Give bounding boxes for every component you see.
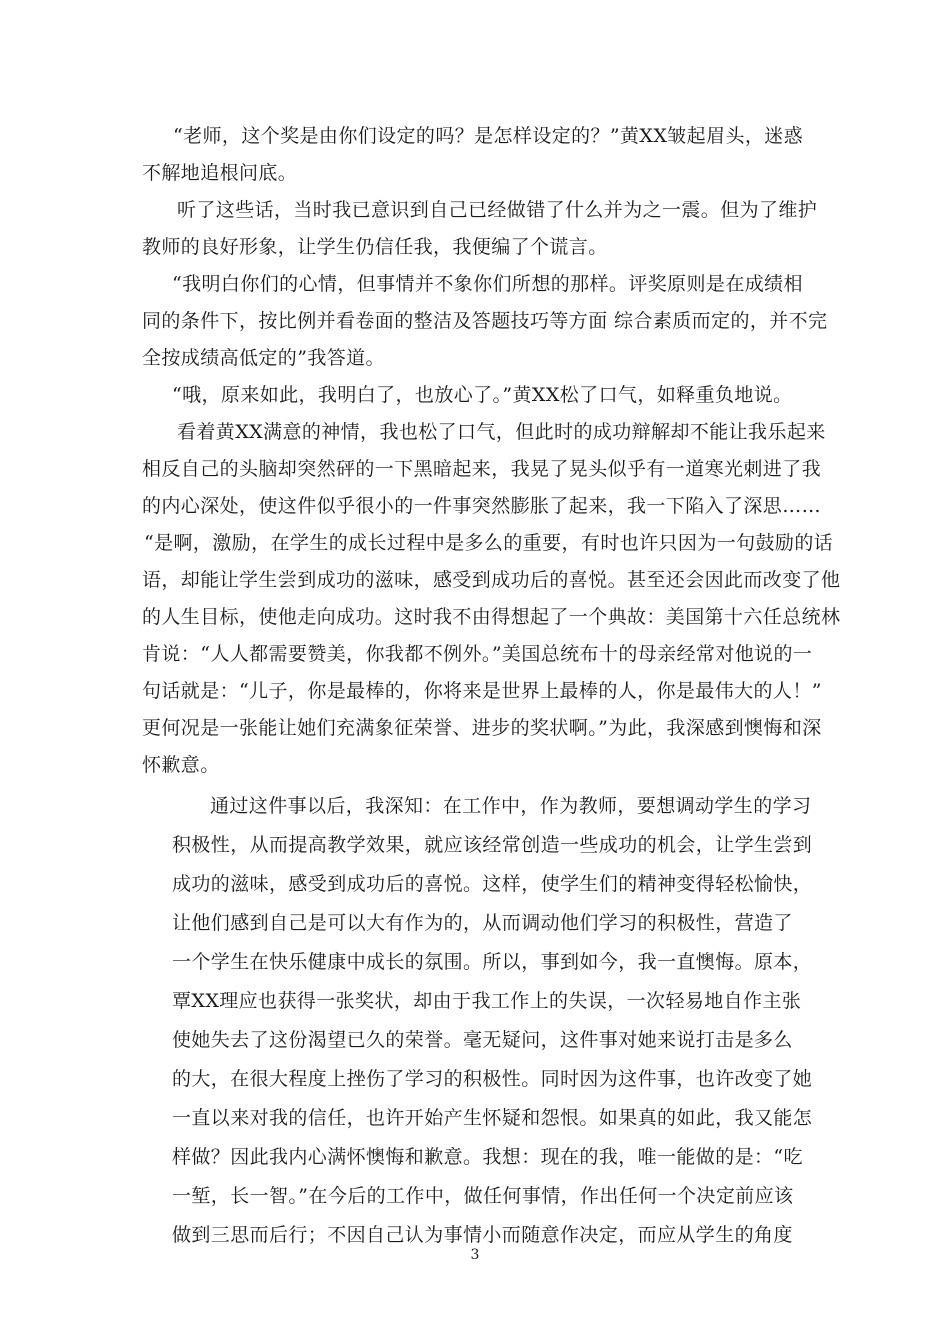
text-line: 做到三思而后行；不因自己认为事情小而随意作决定，而应从学生的角度 [172,1224,793,1246]
text-line: 一堑，长一智。”在今后的工作中，做任何事情，作出任何一个决定前应该 [172,1185,794,1207]
text-line: 肯说：“人人都需要赞美，你我都不例外。”美国总统布十的母亲经常对他说的一 [142,643,813,665]
text-line: 让他们感到自己是可以大有作为的，从而调动他们学习的积极性，营造了 [172,912,793,934]
text-line: 听了这些话，当时我已意识到自己已经做错了什么并为之一震。但为了维护 [177,199,818,221]
text-line: 语，却能让学生尝到成功的滋味，感受到成功后的喜悦。甚至还会因此而改变了他 [142,569,841,591]
text-line: 成功的滋味，感受到成功后的喜悦。这样，使学生们的精神变得轻松愉快， [172,873,813,895]
text-line: “我明白你们的心情，但事情并不象你们所想的那样。评奖原则是在成绩相 [172,273,803,295]
text-line: 不解地追根问底。 [142,162,298,184]
text-line: “哦，原来如此，我明白了，也放心了。”黄XX松了口气，如释重负地说。 [172,384,793,406]
text-line: “是啊，激励，在学生的成长过程中是多么的重要，有时也许只因为一句鼓励的话 [144,532,834,554]
text-line: 一直以来对我的信任，也许开始产生怀疑和怨恨。如果真的如此，我又能怎 [172,1107,813,1129]
text-line: 通过这件事以后，我深知：在工作中，作为教师，要想调动学生的学习 [210,795,812,817]
text-line: 样做？因此我内心满怀懊悔和歉意。我想：现在的我，唯一能做的是：“吃 [172,1146,803,1168]
page-number: 3 [470,1247,480,1263]
text-line: 教师的良好形象，让学生仍信任我，我便编了个谎言。 [142,236,608,258]
text-line: 更何况是一张能让她们充满象征荣誉、进步的奖状啊。”为此，我深感到懊悔和深 [142,717,822,739]
text-line: 的人生目标，使他走向成功。这时我不由得想起了一个典故：美国第十六任总统林 [142,606,841,628]
text-line: 看着黄XX满意的神情，我也松了口气，但此时的成功辩解却不能让我乐起来 [177,421,826,443]
text-line: 相反自己的头脑却突然砰的一下黑暗起来，我晃了晃头似乎有一道寒光刺进了我 [142,458,822,480]
text-line: 句话就是：“儿子，你是最棒的，你将来是世界上最棒的人，你是最伟大的人！” [142,680,822,702]
text-line: 的大，在很大程度上挫伤了学习的积极性。同时因为这件事，也许改变了她 [172,1068,813,1090]
text-line: 积极性，从而提高教学效果，就应该经常创造一些成功的机会，让学生尝到 [172,834,813,856]
text-line: 一个学生在快乐健康中成长的氛围。所以，事到如今，我一直懊悔。原本， [172,951,813,973]
text-line: “老师，这个奖是由你们设定的吗？是怎样设定的？”黄XX皱起眉头，迷惑 [173,125,804,147]
text-line: 使她失去了这份渴望已久的荣誉。毫无疑问，这件事对她来说打击是多么 [172,1029,793,1051]
text-line: 全按成绩高低定的”我答道。 [142,347,385,369]
text-line: 覃XX理应也获得一张奖状，却由于我工作上的失误，一次轻易地自作主张 [172,990,802,1012]
text-line: 的内心深处，使这件似乎很小的一件事突然膨胀了起来，我一下陷入了深思…… [142,495,822,517]
text-line: 同的条件下，按比例并看卷面的整洁及答题技巧等方面 综合素质而定的，并不完 [142,310,828,332]
text-line: 怀歉意。 [142,754,220,776]
